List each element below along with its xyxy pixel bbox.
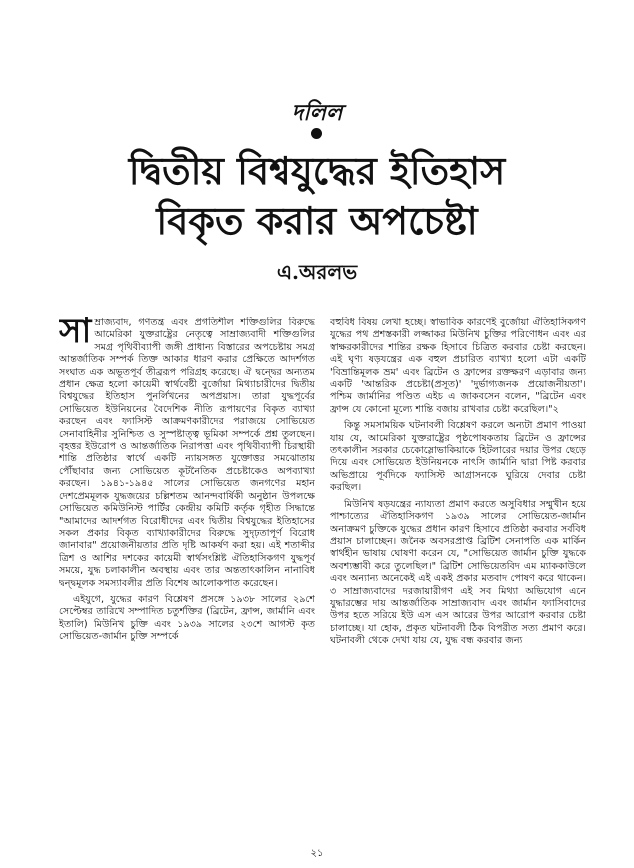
paragraph: কিন্তু সমসাময়িক ঘটনাবলী বিশ্লেষণ করলে অন্যটা প্রমাণ পাওয়া যায় যে, আমেরিকা যুক্তরাষ্ট্রের পৃষ্ঠপোষকতায় ব্রিটেন ও ফ্রান্সের তৎকালীন সরকার চেকোস্লোভাকিয়াকে হিটলারের দয়ার উপর ছেড়ে দিয়ে এবং সোভিয়েত ইউনিয়নকে নাৎসি জার্মানি দ্বারা পিষ্ট করবার অভিপ্রায়ে পূর্বদিকে ফ্যাসিস্ট আগ্রাসনকে ঘুরিয়ে দেবার চেষ্টা করছিল। <box>330 420 586 494</box>
paragraph: বহুবিধ বিষয় লেখা হচ্ছে। স্বাভাবিক কারণেই বুর্জোয়া ঐতিহাসিকগণ যুদ্ধের পথ প্রশস্তকারী লজ্জাকর মিউনিখ চুক্তির পরিণোধন এবং এর স্বাক্ষরকারীদের শান্তির রক্ষক হিসাবে চিত্রিত করবার চেষ্টা করছেন। এই ঘৃণ্য ষড়যন্ত্রের এক বহুল প্রচারিত ব্যাখ্যা হলো এটা একটি 'বিভ্রান্তিমূলক ভ্রম' এবং ব্রিটেন ও ফ্রান্সের রক্তক্ষরণ এড়াবার জন্য একটি 'আন্তরিক প্রচেষ্টা(প্রসূত)' 'দুর্ভাগ্যজনক প্রয়োজনীয়তা'। পশ্চিম জার্মানির পণ্ডিত এইচ এ জাকবসেন বলেন, "ব্রিটেন এবং ফ্রান্স যে কোনো মূল্যে শান্তি বজায় রাখবার চেষ্টা করেছিল।"২ <box>330 317 586 415</box>
paragraph: এইযুগে, যুদ্ধের কারণ বিশ্লেষণ প্রসঙ্গে ১৯৩৮ সালের ২৯শে সেপ্টেম্বর তারিখে সম্পাদিত চতুর্শক্তির (ব্রিটেন, ফ্রান্স, জার্মানি এবং ইতালি) মিউনিখ চুক্তি এবং ১৯৩৯ সালের ২৩শে আগস্ট কৃত সোভিয়েত-জার্মান চুক্তি সম্পর্কে <box>59 593 315 643</box>
left-column <box>59 317 315 822</box>
section-kicker: দলিল <box>291 100 343 126</box>
author-byline: এ.অরলভ <box>276 260 358 284</box>
title-line-2: বিকৃত করার অপচেষ্টা <box>156 198 478 243</box>
right-column <box>330 317 586 822</box>
paragraph <box>59 317 315 590</box>
title-line-1: দ্বিতীয় বিশ্বযুদ্ধের ইতিহাস <box>128 148 506 193</box>
drop-cap: সা <box>59 317 92 351</box>
paragraph: মিউনিখ ষড়যন্ত্রের ন্যায্যতা প্রমাণ করতে অসুবিধার সম্মুখীন হয়ে পাশ্চাত্যের ঐতিহাসিকগণ ১৯৩৯ সালের সোভিয়েত-জার্মান অনাক্রমণ চুক্তিকে যুদ্ধের প্রধান কারণ হিসাবে প্রতিষ্ঠা করবার সর্ববিধ প্রয়াস চালাচ্ছেন। জনৈক অবসরপ্রাপ্ত ব্রিটিশ সেনাপতি এক মার্কিন স্বার্থহীন ভাষায় ঘোষণা করেন যে, "সোভিয়েত জার্মান চুক্তি যুদ্ধকে অবশ্যম্ভাবী করে তুলেছিল।" ব্রিটিশ সোভিয়েতবিদ এম ম্যাককাউলে এবং অন্যান্য অনেকেই এই একই প্রকার মতবাদ পোষণ করে থাকেন।৩ সাম্রাজ্যবাদের দরজায়ারীগণ এই সব মিথ্যা অভিযোগ এনে যুদ্ধারম্ভের দায় আন্তর্জাতিক সাম্রাজ্যবাদ এবং জার্মান ফ্যাসিবাদের উপর হতে সরিয়ে ইউ এস এস আরের উপর আরোপ করবার চেষ্টা চালাচ্ছে। যা হোক, প্রকৃত ঘটনাবলী ঠিক বিপরীত সত্য প্রমাণ করে। ঘটনাবলী থেকে দেখা যায় যে, যুদ্ধ বন্ধ করবার জন্য <box>330 498 586 647</box>
paragraph-text: ম্রাজ্যবাদ, গণতন্ত্র এবং প্রগতিশীল শক্তিগুলির বিরুদ্ধে আমেরিকা যুক্তরাষ্ট্রের নেতৃত্বে সাম্রাজ্যবাদী শক্তিগুলির সমগ্র পৃথিবীব্যাপী জঙ্গী প্রাধান্য বিস্তারের অপচেষ্টায় সমগ্র আন্তর্জাতিক সম্পর্ক তিক্ত আকার ধারণ করার প্রেক্ষিতে আদর্শগত সংঘাত এক অভূতপূর্ব তীব্ররূপ পরিগ্রহ করেছে। ঐ দ্বন্দ্বের অন্যতম প্রধান ক্ষেত্র হলো কায়েমী স্বার্থবেষ্টী বুর্জোয়া মিথ্যাচারীদের দ্বিতীয় বিশ্বযুদ্ধের ইতিহাস পুনর্লিখনের অপপ্রয়াস। তারা যুদ্ধপূর্বের সোভিয়েত ইউনিয়নের বৈদেশিক নীতি রূপায়ণের বিকৃত ব্যাখ্যা করছেন এবং ফ্যাসিস্ট আক্রমণকারীদের পরাজয়ে সোভিয়েত সেনাবাহিনীর সুনিশ্চিত ও সুস্পষ্টাত্ত্ব ভূমিকা সম্পর্কে প্রশ্ন তুলছেন। বৃহত্তর ইউরোপ ও আন্তর্জাতিক নিরাপত্তা এবং পৃথিবীব্যাপী চিরস্থায়ী শান্তি প্রতিষ্ঠার স্বার্থে একটি ন্যায়সঙ্গত যুক্তোত্তর সমঝোতায় পৌঁছাবার জন্য সোভিয়েত কূটনৈতিক প্রচেষ্টাকেও অপব্যাখ্যা করছেন। ১৯৪১-১৯৪৫ সালের সোভিয়েত জনগণের মহান দেশপ্রেমমূলক যুদ্ধজয়ের চল্লিশতম আনন্দবার্ষিকী অনুষ্ঠান উপলক্ষে সোভিয়েত কমিউনিস্ট পার্টির কেন্দ্রীয় কমিটি কর্তৃক গৃহীত সিদ্ধান্তে "আমাদের আদর্শগত বিরোধীদের এবং দ্বিতীয় বিশ্বযুদ্ধের ইতিহাসের সকল প্রকার বিকৃত ব্যাখ্যাকারীদের বিরুদ্ধে সুদৃঢ়তাপূর্ণ বিরোধ জানাবার" প্রয়োজনীয়তার প্রতি দৃষ্টি আকর্ষণ করা হয়। এই শতাব্দীর ত্রিশ ও আশির দশকের কায়েমী স্বার্থসংশ্লিষ্ট ঐতিহাসিকগণ যুদ্ধপূর্ব সময়ে, যুদ্ধ চলাকালীন অবস্থায় এবং তার অন্ততাৎকালিন নানাবিধ দ্বন্দ্বমূলক সমস্যাবলীর প্রতি বিশেষ আলোকপাত করেছেন। <box>59 317 315 589</box>
bullet-icon <box>311 128 322 139</box>
page-number: ২১ <box>310 848 324 859</box>
article-title <box>60 146 574 246</box>
